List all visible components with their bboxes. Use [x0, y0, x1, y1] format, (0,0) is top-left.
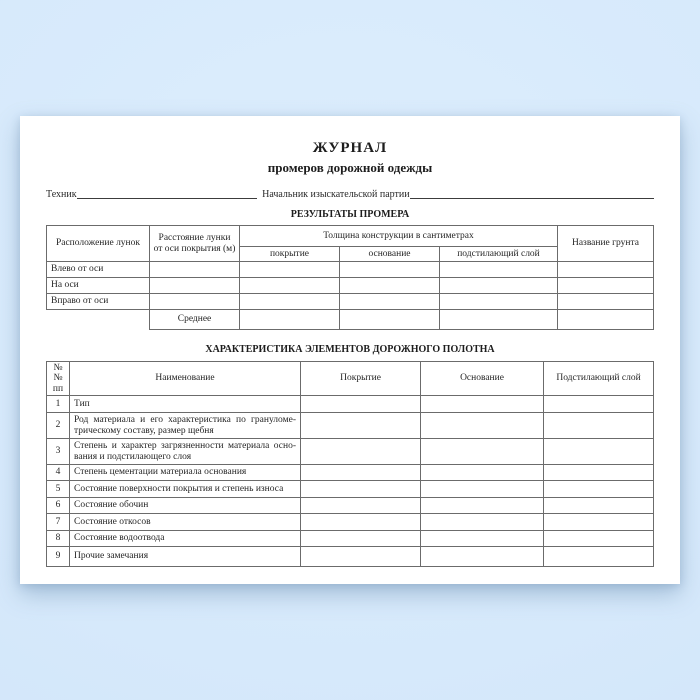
header-row-number-line1: №№	[53, 363, 63, 384]
row-number: 3	[47, 439, 70, 465]
data-cell	[544, 439, 654, 465]
header-name: Наименование	[70, 362, 301, 396]
data-cell	[150, 262, 240, 278]
header-thickness-group: Толщина конструкции в сантиметрах	[240, 226, 558, 247]
data-cell	[421, 498, 544, 514]
characteristics-section-title: ХАРАКТЕРИСТИКА ЭЛЕМЕНТОВ ДОРОЖНОГО ПОЛОТНА	[205, 344, 495, 355]
data-cell	[301, 413, 421, 439]
data-cell	[301, 547, 421, 567]
characteristics-table	[46, 361, 654, 567]
header-base: основание	[340, 247, 440, 262]
average-label: Среднее	[150, 310, 240, 330]
data-cell	[421, 465, 544, 481]
data-cell	[340, 310, 440, 330]
data-cell	[301, 514, 421, 531]
header-location: Расположение лунок	[47, 226, 150, 262]
results-section-title: РЕЗУЛЬТАТЫ ПРОМЕРА	[290, 209, 410, 220]
document-page	[20, 116, 680, 584]
data-cell	[240, 262, 340, 278]
data-cell	[544, 465, 654, 481]
header-distance: Расстояние лунки от оси покрытия (м)	[150, 226, 240, 262]
row-name: Состояние поверхности покрытия и степень износа	[70, 481, 301, 498]
data-cell	[440, 294, 558, 310]
row-name: Состояние водоотвода	[70, 531, 301, 547]
data-cell	[440, 310, 558, 330]
row-label-left-of-axis: Влево от оси	[47, 262, 150, 278]
row-number: 7	[47, 514, 70, 531]
data-cell	[544, 547, 654, 567]
header-cover: покрытие	[240, 247, 340, 262]
row-name: Состояние откосов	[70, 514, 301, 531]
data-cell	[440, 278, 558, 294]
row-name: Степень цементации материала основания	[70, 465, 301, 481]
signature-row	[46, 189, 654, 200]
document-title: ЖУРНАЛ	[312, 140, 388, 156]
row-label-right-of-axis: Вправо от оси	[47, 294, 150, 310]
data-cell	[421, 396, 544, 413]
data-cell	[240, 294, 340, 310]
row-number: 1	[47, 396, 70, 413]
data-cell	[421, 481, 544, 498]
document-subtitle: промеров дорожной одежды	[267, 160, 433, 175]
data-cell	[150, 294, 240, 310]
row-number: 2	[47, 413, 70, 439]
data-cell	[301, 498, 421, 514]
row-number: 8	[47, 531, 70, 547]
row-name: Тип	[70, 396, 301, 413]
data-cell	[421, 514, 544, 531]
data-cell	[421, 413, 544, 439]
row-number: 6	[47, 498, 70, 514]
data-cell	[340, 278, 440, 294]
data-cell	[421, 439, 544, 465]
data-cell	[544, 396, 654, 413]
data-cell	[558, 278, 654, 294]
header-underlay-2: Подстилающий слой	[544, 362, 654, 396]
data-cell	[301, 396, 421, 413]
data-cell	[240, 278, 340, 294]
data-cell	[340, 262, 440, 278]
data-cell	[544, 514, 654, 531]
header-soil-name: Название грунта	[558, 226, 654, 262]
data-cell	[440, 262, 558, 278]
data-cell	[544, 413, 654, 439]
data-cell	[301, 531, 421, 547]
row-number: 5	[47, 481, 70, 498]
row-name: Состояние обочин	[70, 498, 301, 514]
party-chief-blank-line	[410, 197, 654, 199]
data-cell	[558, 310, 654, 330]
table-gap	[47, 310, 150, 330]
data-cell	[558, 262, 654, 278]
data-cell	[240, 310, 340, 330]
data-cell	[421, 531, 544, 547]
header-underlay: подстилающий слой	[440, 247, 558, 262]
data-cell	[544, 498, 654, 514]
results-table	[46, 225, 654, 330]
row-number: 9	[47, 547, 70, 567]
data-cell	[301, 439, 421, 465]
party-chief-label: Начальник изыскательской партии	[262, 189, 410, 200]
data-cell	[301, 481, 421, 498]
row-name: Степень и характер загрязненности материала основания и подстилающего слоя	[70, 439, 301, 465]
data-cell	[150, 278, 240, 294]
header-row-number-line2: пп	[52, 383, 64, 394]
row-number: 4	[47, 465, 70, 481]
data-cell	[558, 294, 654, 310]
header-base-2: Основание	[421, 362, 544, 396]
data-cell	[340, 294, 440, 310]
technician-blank-line	[77, 197, 258, 199]
header-row-number	[47, 362, 70, 396]
row-name: Род материала и его характеристика по гранулометрическому составу, размер щебня	[70, 413, 301, 439]
technician-label: Техник	[46, 189, 77, 200]
header-cover-2: Покрытие	[301, 362, 421, 396]
data-cell	[544, 481, 654, 498]
data-cell	[421, 547, 544, 567]
row-name: Прочие замечания	[70, 547, 301, 567]
data-cell	[301, 465, 421, 481]
row-label-on-axis: На оси	[47, 278, 150, 294]
data-cell	[544, 531, 654, 547]
